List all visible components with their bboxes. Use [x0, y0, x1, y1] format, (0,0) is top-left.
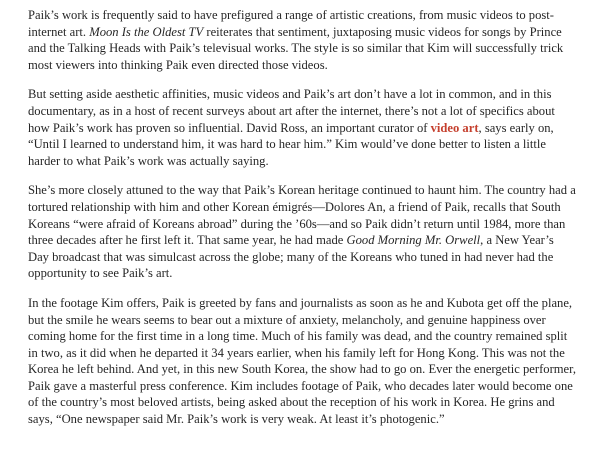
text-run: Paik’s work is frequently said to have prefigured a range of artistic creations, from music videos to post-internet art. — [28, 8, 554, 39]
paragraph — [28, 86, 576, 169]
text-run: But setting aside aesthetic affinities, music videos and Paik’s art don’t have a lot in common, and in this documentary, as in a host of recent surveys about art after the internet, there’s not a lot of specifics about how Paik’s work has proven so influential. David Ross, an important curator of — [28, 87, 555, 135]
text-run: In the footage Kim offers, Paik is greeted by fans and journalists as soon as he and Kubota get off the plane, but the smile he wears seems to bear out a mixture of anxiety, melancholy, and genuine happiness over coming home for the first time in a long time. Much of his family was dead, and the country remained split in two, as it did when he departed it 34 years earlier, when his family left for Hong Kong. This was not the Korea he left behind. And yet, in this new South Korea, the show had to go on. Ever the energetic performer, Paik gave a masterful press conference. Kim includes footage of Paik, who decades later would become one of the country’s most beloved artists, being asked about the reception of his work in Korea. He grins and says, “One newspaper said Mr. Paik’s work is very weak. At least it’s photogenic.” — [28, 295, 576, 427]
italic-work-title: Good Morning Mr. Orwell — [346, 233, 481, 248]
text-run: She’s more closely attuned to the way that Paik’s Korean heritage continued to haunt him. The country had a tortured relationship with him and other Korean émigrés—Dolores An, a friend of Paik, recalls that South Koreans “were afraid of Koreans abroad” during the ’60s—and so Paik didn’t return until 1984, more than three decades after he first left it. That same year, he had made — [28, 183, 576, 248]
text-run: , says early on, “Until I learned to understand him, it was hard to hear him.” Kim would’ve done better to listen a little harder to what Paik’s work was actually saying. — [28, 120, 554, 168]
paragraph — [28, 7, 576, 73]
paragraph — [28, 295, 576, 428]
italic-work-title: Moon Is the Oldest TV — [89, 24, 204, 39]
video-art-link[interactable]: video art — [430, 120, 479, 135]
text-run: , a New Year’s Day broadcast that was simulcast across the globe; many of the Koreans who tuned in had never had the opportunity to see Paik’s art. — [28, 233, 554, 281]
paragraph — [28, 182, 576, 282]
text-run: reiterates that sentiment, juxtaposing music videos for songs by Prince and the Talking Heads with Paik’s televisual works. The style is so similar that Kim will successfully trick most viewers into thinking Paik even directed those videos. — [28, 24, 564, 72]
